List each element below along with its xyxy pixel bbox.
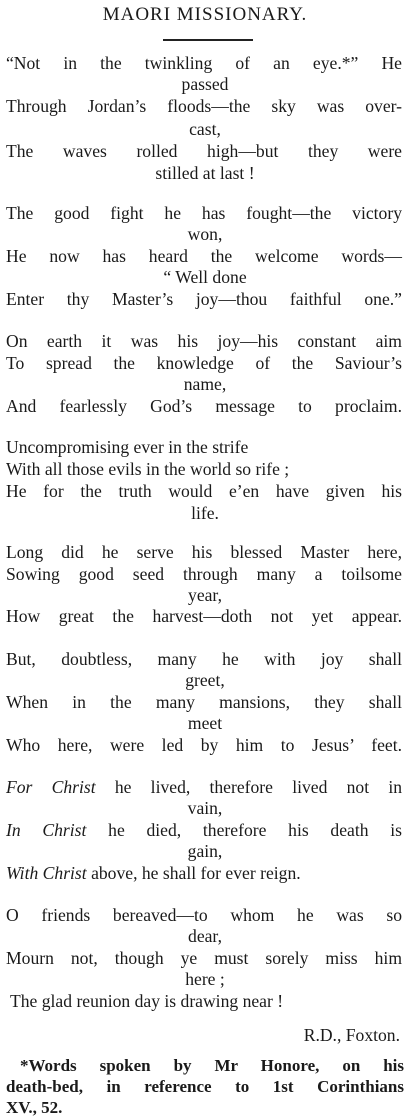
- poem-line-continuation: stilled at last !: [155, 163, 255, 183]
- poem-line: He for the truth would e’en have given his: [6, 481, 402, 501]
- poem-line: Long did he serve his blessed Master here,: [6, 542, 402, 562]
- poem-line: Uncompromising ever in the strife: [6, 437, 249, 457]
- poem-line: [0, 819, 410, 841]
- poem-line: He now has heard the welcome words—: [6, 246, 402, 266]
- poem-line: To spread the knowledge of the Saviour’s: [6, 353, 402, 373]
- poem-line: But, doubtless, many he with joy shall: [6, 649, 402, 669]
- poem-title: MAORI MISSIONARY.: [102, 4, 308, 25]
- poem-line: [6, 862, 404, 884]
- poem-line: The waves rolled high—but they were: [6, 141, 402, 161]
- footnote-line: *Words spoken by Mr Honore, on his: [20, 1056, 404, 1075]
- poem-line-continuation: dear,: [188, 926, 222, 946]
- poem-line: “Not in the twinkling of an eye.*” He: [6, 53, 402, 73]
- poem-line-continuation: here ;: [185, 969, 225, 989]
- poem-line: Through Jordan’s floods—the sky was over-: [6, 96, 402, 116]
- emphasis: With Christ: [6, 863, 87, 883]
- poem-line: When in the many mansions, they shall: [6, 692, 402, 712]
- poem-line-continuation: passed: [181, 74, 229, 94]
- title-rule: [163, 39, 253, 41]
- poem-line: [0, 776, 410, 798]
- poem-line: The glad reunion day is drawing near !: [10, 991, 284, 1011]
- poem-line-continuation: meet: [187, 713, 223, 733]
- poem-line-continuation: greet,: [185, 670, 225, 690]
- poem-line: On earth it was his joy—his constant aim: [6, 331, 402, 351]
- poem-line-continuation: won,: [187, 224, 223, 244]
- poem-line-continuation: name,: [183, 374, 227, 394]
- poem-line-continuation: cast,: [189, 119, 221, 139]
- footnote-line: XV., 52.: [6, 1098, 63, 1117]
- poem-line-continuation: vain,: [187, 798, 223, 818]
- poem-line-continuation: year,: [188, 585, 222, 605]
- poem-line: And fearlessly God’s message to proclaim.: [6, 396, 402, 416]
- poem-line-continuation: life.: [191, 503, 219, 523]
- poem-line-continuation: gain,: [187, 841, 223, 861]
- poem-line: O friends bereaved—to whom he was so: [6, 905, 402, 925]
- poem-line: Who here, were led by him to Jesus’ feet.: [6, 735, 402, 755]
- footnote-line: death-bed, in reference to 1st Corinthians: [6, 1077, 404, 1096]
- poem-line: How great the harvest—doth not yet appear.: [6, 606, 402, 626]
- line-text: he lived, therefore lived not in: [95, 777, 402, 797]
- poem-line-continuation: “ Well done: [163, 267, 247, 287]
- line-text: above, he shall for ever reign.: [86, 863, 301, 883]
- poem-line: Sowing good seed through many a toilsome: [6, 564, 402, 584]
- poem-line: Mourn not, though ye must sorely miss him: [6, 948, 402, 968]
- poem-line: The good fight he has fought—the victory: [6, 203, 402, 223]
- poem-line: Enter thy Master’s joy—thou faithful one.”: [6, 289, 402, 309]
- emphasis: In Christ: [6, 820, 87, 840]
- emphasis: For Christ: [6, 777, 96, 797]
- line-text: he died, therefore his death is: [86, 820, 402, 840]
- poem-line: With all those evils in the world so rife ;: [6, 459, 290, 479]
- signature: R.D., Foxton.: [303, 1025, 400, 1045]
